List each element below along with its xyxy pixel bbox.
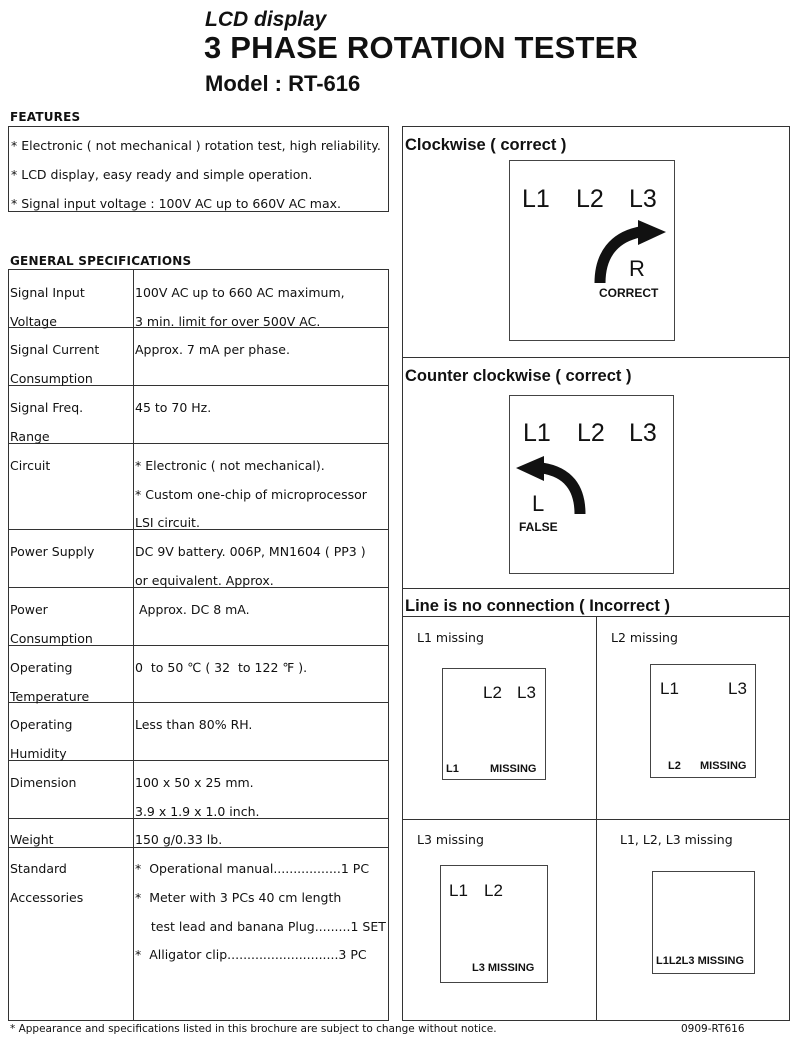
feature-item: * Signal input voltage : 100V AC up to 660V AC max.: [11, 196, 341, 211]
spec-label: Power: [10, 602, 48, 617]
document-code: 0909-RT616: [681, 1023, 745, 1035]
feature-item: * LCD display, easy ready and simple operation.: [11, 167, 313, 182]
spec-value: * Electronic ( not mechanical).: [135, 458, 325, 473]
spec-label: Signal Current: [10, 342, 100, 357]
model-number: Model : RT-616: [205, 71, 361, 96]
spec-value: or equivalent. Approx.: [135, 573, 274, 588]
lcd-missing-label: MISSING: [700, 760, 747, 772]
spec-label: Weight: [10, 832, 54, 847]
spec-value: Approx. DC 8 mA.: [135, 602, 250, 617]
lcd-l1: L1: [523, 419, 551, 447]
spec-label: Humidity: [10, 746, 67, 761]
spec-label: Consumption: [10, 371, 93, 386]
product-subtitle: LCD display: [205, 8, 327, 31]
spec-label: Power Supply: [10, 544, 95, 559]
rotation-caption: CORRECT: [599, 286, 659, 300]
lcd-l1-missing: [442, 668, 546, 780]
specs-table: [8, 269, 389, 1021]
spec-label: Voltage: [10, 314, 57, 329]
lcd-missing-label: MISSING: [490, 763, 537, 775]
spec-value: * Meter with 3 PCs 40 cm length: [135, 890, 342, 905]
feature-item: * Electronic ( not mechanical ) rotation test, high reliability.: [11, 138, 381, 153]
lcd-l1: L1: [522, 185, 550, 213]
clockwise-heading: Clockwise ( correct ): [405, 136, 567, 154]
rotation-caption: FALSE: [519, 520, 558, 534]
spec-value: 100 x 50 x 25 mm.: [135, 775, 254, 790]
spec-value: DC 9V battery. 006P, MN1604 ( PP3 ): [135, 544, 366, 559]
lcd-l3: L3: [629, 185, 657, 213]
lcd-clockwise: [509, 160, 675, 341]
display-examples-panel: [402, 126, 790, 1021]
spec-value: * Custom one-chip of microprocessor: [135, 487, 367, 502]
lcd-l3-missing: [440, 865, 548, 983]
rotation-letter: L: [532, 491, 545, 516]
lcd-l3: L3: [517, 683, 536, 702]
spec-value: LSI circuit.: [135, 515, 200, 530]
features-box: [8, 126, 389, 212]
lcd-l2: L2: [483, 683, 502, 702]
lcd-l2: L2: [577, 419, 605, 447]
lcd-l1: L1: [660, 679, 679, 698]
spec-label: Range: [10, 429, 50, 444]
spec-label: Accessories: [10, 890, 84, 905]
lcd-counter-clockwise: [509, 395, 674, 574]
lcd-l2: L2: [576, 185, 604, 213]
spec-value: 0 to 50 ℃ ( 32 to 122 ℉ ).: [135, 660, 308, 675]
lcd-l2-missing: [650, 664, 756, 778]
cell-title: L2 missing: [611, 630, 678, 645]
no-connection-heading: Line is no connection ( Incorrect ): [405, 597, 670, 615]
spec-value: Approx. 7 mA per phase.: [135, 342, 290, 357]
spec-value: 45 to 70 Hz.: [135, 400, 212, 415]
footer-note: * Appearance and specifications listed in this brochure are subject to change without notice.: [10, 1023, 497, 1035]
spec-label: Dimension: [10, 775, 77, 790]
spec-value: * Operational manual.................1 PC: [135, 861, 370, 876]
spec-value: 3 min. limit for over 500V AC.: [135, 314, 321, 329]
spec-value: * Alligator clip............................3 PC: [135, 947, 367, 962]
rotation-letter: R: [629, 256, 645, 281]
spec-label: Temperature: [10, 689, 90, 704]
spec-label: Consumption: [10, 631, 93, 646]
spec-value: 150 g/0.33 lb.: [135, 832, 223, 847]
spec-label: Circuit: [10, 458, 51, 473]
lcd-l3: L3: [629, 419, 657, 447]
lcd-l1: L1: [449, 881, 468, 900]
specs-heading: GENERAL SPECIFICATIONS: [10, 254, 192, 268]
spec-label: Signal Freq.: [10, 400, 84, 415]
counter-clockwise-arrow-icon: [512, 452, 594, 518]
lcd-missing-label: L1L2L3 MISSING: [656, 955, 745, 967]
spec-value: test lead and banana Plug.........1 SET: [135, 919, 386, 934]
spec-label: Standard: [10, 861, 67, 876]
lcd-l2: L2: [484, 881, 503, 900]
counter-clockwise-heading: Counter clockwise ( correct ): [405, 367, 632, 385]
spec-label: Signal Input: [10, 285, 85, 300]
spec-value: 3.9 x 1.9 x 1.0 inch.: [135, 804, 260, 819]
spec-value: 100V AC up to 660 AC maximum,: [135, 285, 345, 300]
cell-title: L1, L2, L3 missing: [620, 832, 733, 847]
lcd-all-missing: [652, 871, 755, 974]
spec-label: Operating: [10, 660, 73, 675]
features-heading: FEATURES: [10, 110, 81, 124]
lcd-missing-line: L2: [668, 760, 681, 772]
product-title: 3 PHASE ROTATION TESTER: [204, 30, 639, 65]
cell-title: L1 missing: [417, 630, 484, 645]
spec-label: Operating: [10, 717, 73, 732]
lcd-missing-label: L3 MISSING: [472, 962, 535, 974]
cell-title: L3 missing: [417, 832, 484, 847]
lcd-l3: L3: [728, 679, 747, 698]
spec-value: Less than 80% RH.: [135, 717, 253, 732]
lcd-missing-line: L1: [446, 763, 459, 775]
